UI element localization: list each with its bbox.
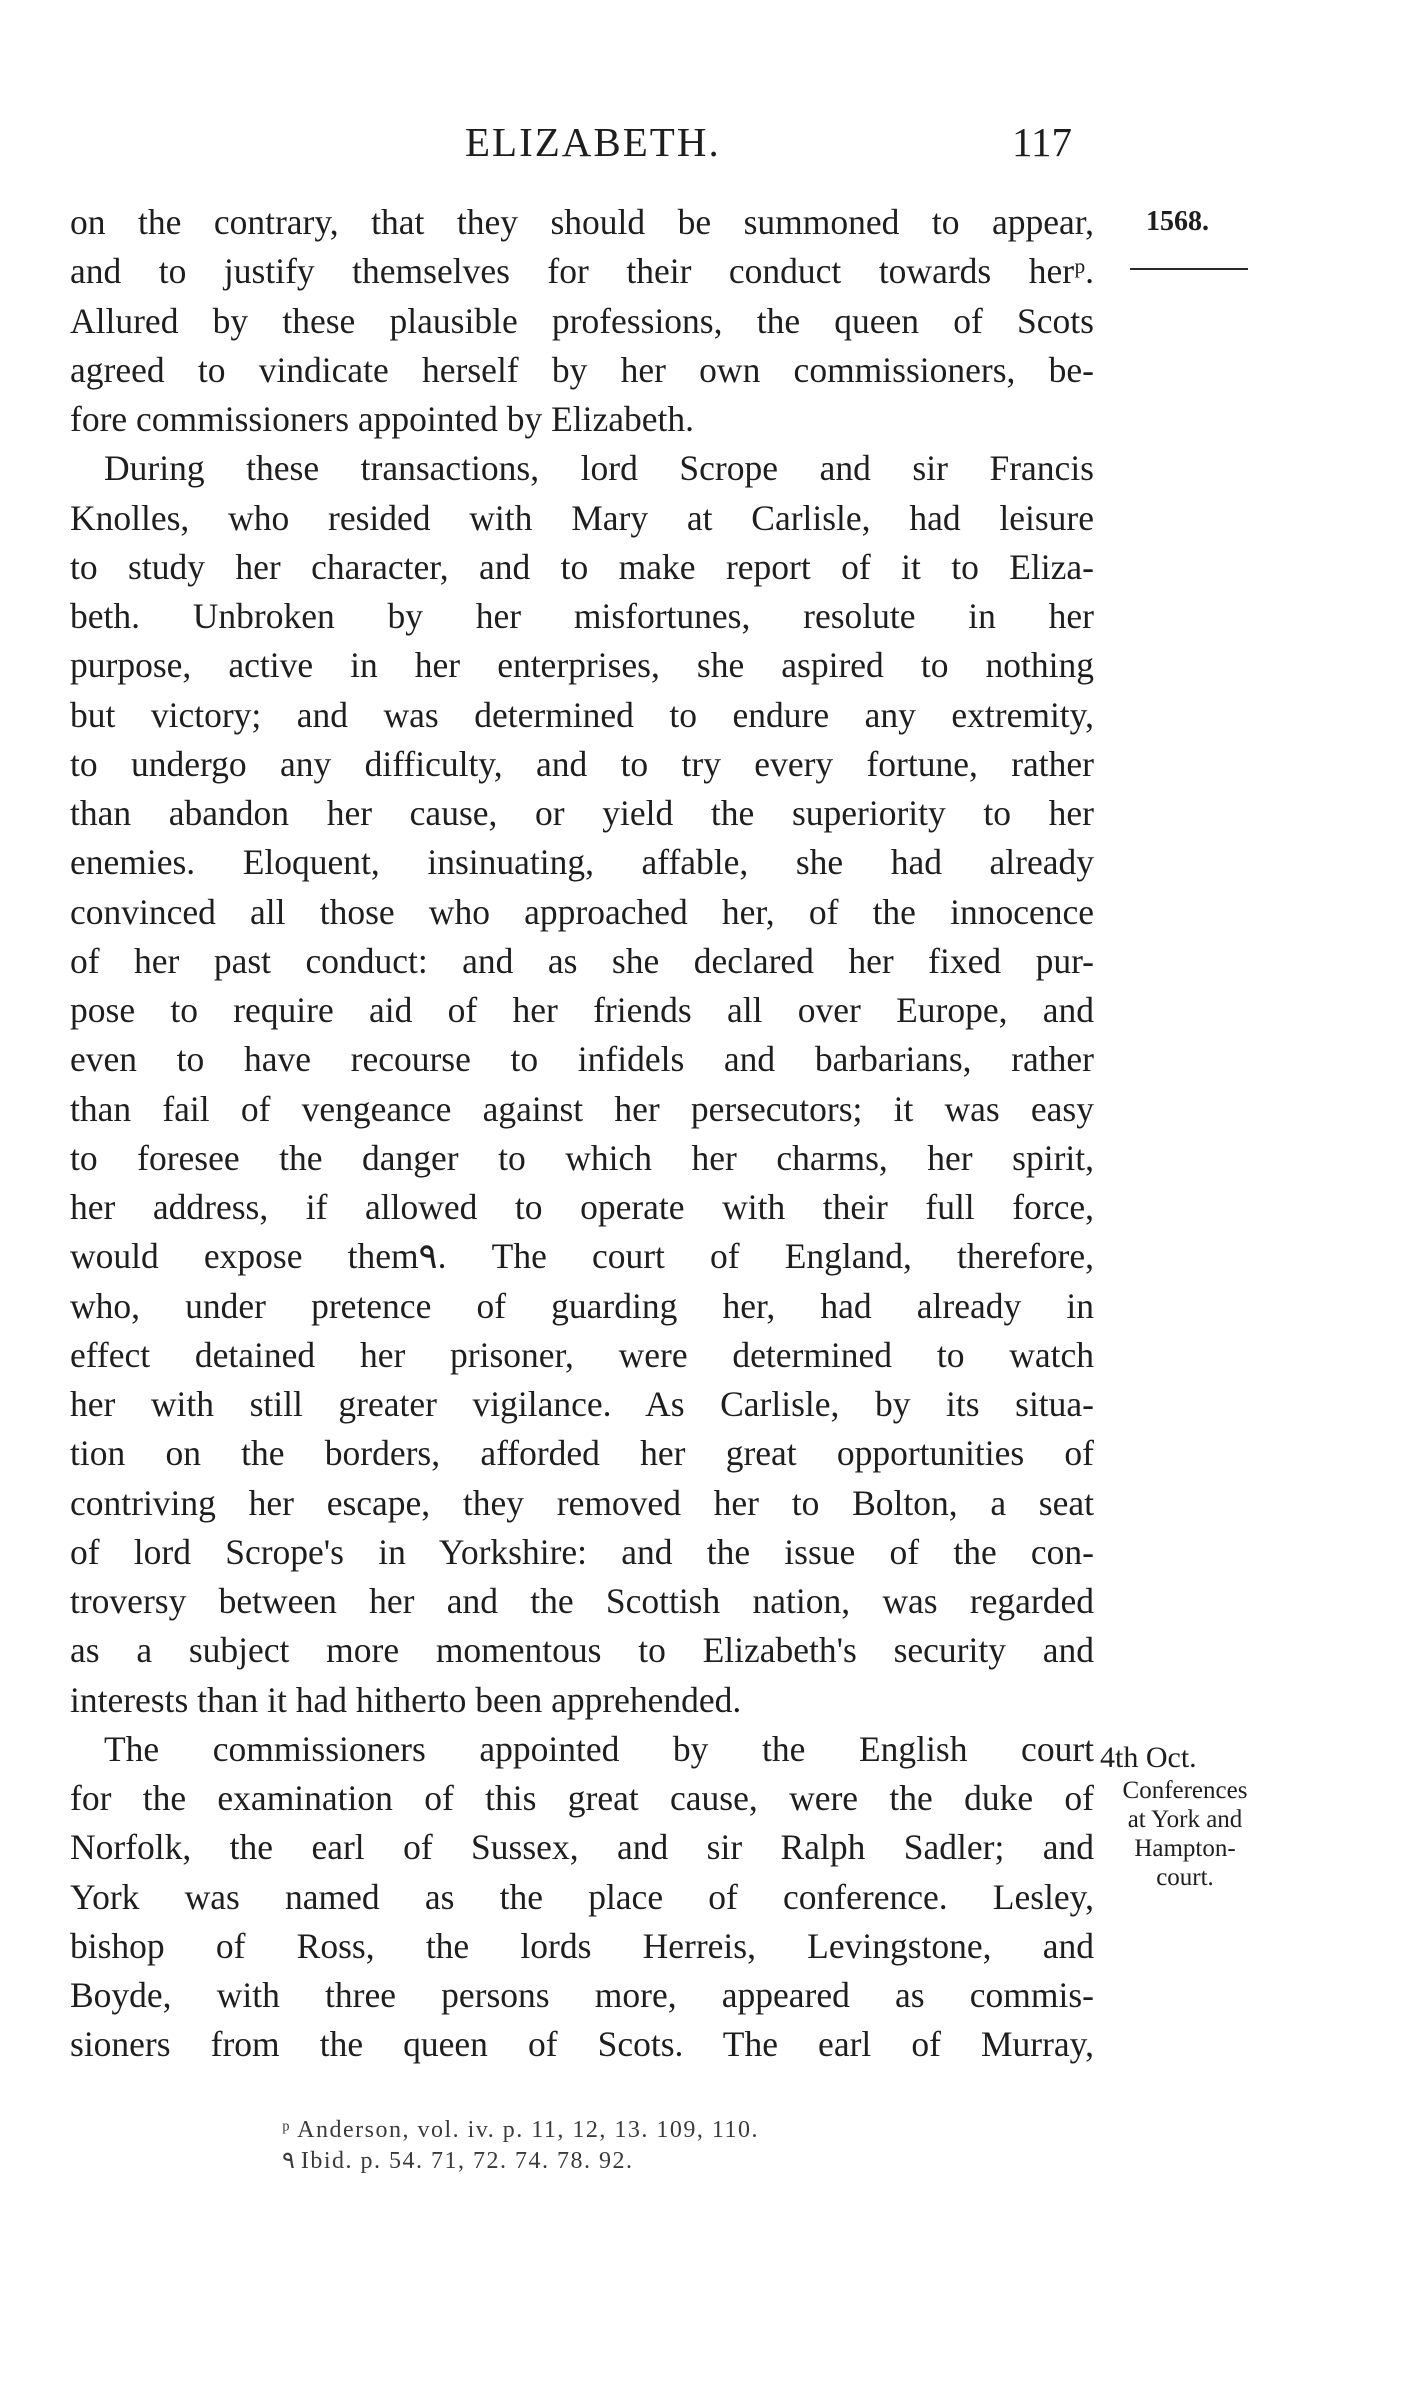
running-title: ELIZABETH. xyxy=(465,119,721,165)
marginal-note-line: Conferences xyxy=(1122,1777,1248,1804)
marginal-note-line: at York and xyxy=(1127,1806,1243,1833)
text-line: to undergo any difficulty, and to try every fortune, rather xyxy=(70,743,1094,784)
text-line: purpose, active in her enterprises, she aspired to nothing xyxy=(70,645,1094,686)
text-line: Norfolk, the earl of Sussex, and sir Ralph Sadler; and xyxy=(70,1827,1094,1868)
margin-year: 1568. xyxy=(1146,206,1209,237)
text-line: who, under pretence of guarding her, had already in xyxy=(70,1285,1094,1326)
text-line: effect detained her prisoner, were determined to watch xyxy=(70,1334,1094,1375)
text-line: Boyde, with three persons more, appeared as commis- xyxy=(70,1975,1094,2015)
text-line: as a subject more momentous to Elizabeth's security and xyxy=(70,1630,1094,1671)
text-line: interests than it had hitherto been apprehended. xyxy=(70,1679,742,1720)
marginal-note-date: 4th Oct. xyxy=(1100,1741,1197,1774)
text-line: her address, if allowed to operate with their full force, xyxy=(70,1187,1094,1227)
text-line: and to justify themselves for their conduct towards herᵖ. xyxy=(70,251,1094,292)
text-line: but victory; and was determined to endure any extremity, xyxy=(70,694,1094,735)
marginal-note xyxy=(1100,1740,1270,1892)
text-line: of lord Scrope's in Yorkshire: and the issue of the con- xyxy=(70,1531,1094,1572)
page-number: 117 xyxy=(1012,119,1072,165)
text-line: tion on the borders, afforded her great opportunities of xyxy=(70,1433,1094,1474)
text-line: Allured by these plausible professions, the queen of Scots xyxy=(70,300,1094,341)
text-line: fore commissioners appointed by Elizabeth. xyxy=(70,399,695,439)
footnote: ᵖ Anderson, vol. iv. p. 11, 12, 13. 109, 110. xyxy=(282,2117,759,2143)
text-line: enemies. Eloquent, insinuating, affable, she had already xyxy=(70,842,1094,883)
text-line: for the examination of this great cause, were the duke of xyxy=(70,1778,1094,1818)
footnote: ۹ Ibid. p. 54. 71, 72. 74. 78. 92. xyxy=(282,2148,634,2174)
text-line: even to have recourse to infidels and barbarians, rather xyxy=(70,1039,1094,1080)
paragraph-start-line: The commissioners appointed by the English court xyxy=(104,1728,1094,1769)
footnotes xyxy=(282,2115,759,2177)
marginal-note-line: Hampton- xyxy=(1134,1835,1236,1862)
text-line: Knolles, who resided with Mary at Carlisle, had leisure xyxy=(70,497,1094,538)
text-line: her with still greater vigilance. As Carlisle, by its situa- xyxy=(70,1384,1094,1424)
text-line: to study her character, and to make report of it to Eliza- xyxy=(70,546,1094,587)
body-text xyxy=(70,198,1094,2070)
text-line: agreed to vindicate herself by her own commissioners, be- xyxy=(70,349,1094,390)
text-line: convinced all those who approached her, of the innocence xyxy=(70,891,1094,932)
text-line: than abandon her cause, or yield the superiority to her xyxy=(70,793,1094,833)
text-line: would expose them۹. The court of England, therefore, xyxy=(70,1236,1094,1277)
marginal-note-line: court. xyxy=(1156,1864,1214,1891)
text-line: bishop of Ross, the lords Herreis, Levingstone, and xyxy=(70,1925,1094,1966)
text-line: contriving her escape, they removed her to Bolton, a seat xyxy=(70,1482,1094,1523)
text-line: York was named as the place of conference. Lesley, xyxy=(70,1876,1094,1917)
paragraph-start-line: During these transactions, lord Scrope and sir Francis xyxy=(104,448,1094,489)
text-line: on the contrary, that they should be summoned to appear, xyxy=(70,202,1094,242)
text-line: beth. Unbroken by her misfortunes, resolute in her xyxy=(70,596,1094,636)
margin-rule xyxy=(1130,268,1248,270)
text-line: pose to require aid of her friends all over Europe, and xyxy=(70,990,1094,1030)
text-line: than fail of vengeance against her persecutors; it was easy xyxy=(70,1088,1094,1129)
text-line: to foresee the danger to which her charms, her spirit, xyxy=(70,1137,1094,1178)
text-line: sioners from the queen of Scots. The earl of Murray, xyxy=(70,2024,1094,2065)
text-line: of her past conduct: and as she declared her fixed pur- xyxy=(70,940,1094,981)
page-header xyxy=(0,118,1421,178)
text-line: troversy between her and the Scottish nation, was regarded xyxy=(70,1581,1094,1621)
